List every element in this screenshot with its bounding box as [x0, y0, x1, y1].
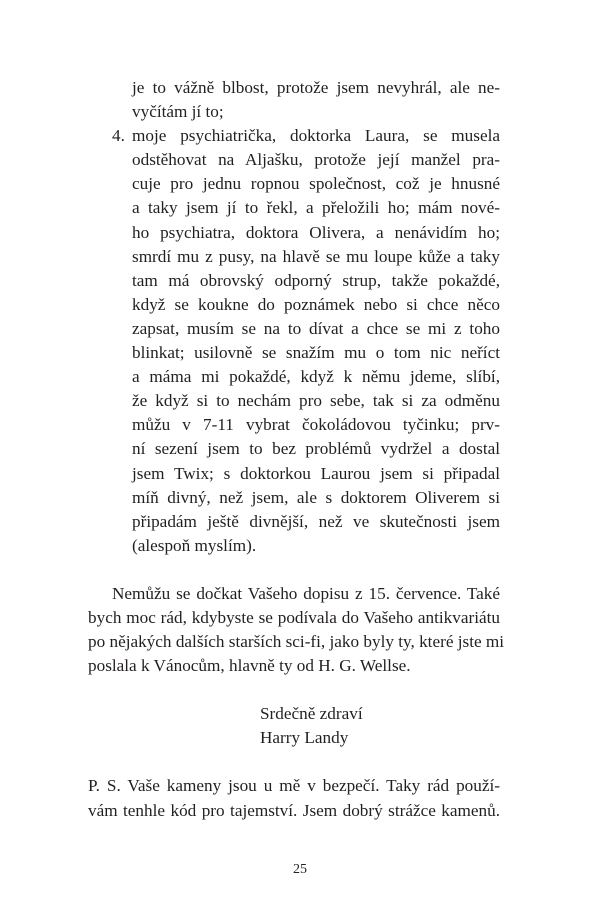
text-line: blinkat; usilovně se snažím mu o tom nic neříct: [132, 343, 500, 363]
text-line: odstěhovat na Aljašku, protože její manžel pra-: [132, 150, 500, 170]
text-line: a taky jsem jí to řekl, a přeložili ho; mám nové-: [132, 198, 500, 218]
text-line: když se koukne do poznámek nebo si chce něco: [132, 294, 500, 314]
text-line: cuje pro jednu ropnou společnost, což je hnusné: [132, 174, 500, 194]
book-page: [88, 76, 505, 823]
text-line: bych moc rád, kdybyste se podívala do Vašeho antikvariátu: [88, 607, 500, 627]
text-line: míň divný, než jsem, ale s doktorem Oliverem si: [132, 487, 500, 507]
text-line: moje psychiatrička, doktorka Laura, se musela: [132, 126, 500, 146]
text-line: poslala k Vánocům, hlavně ty od H. G. Wellse.: [88, 656, 411, 676]
text-line: ho psychiatra, doktora Olivera, a nenávidím ho;: [132, 222, 500, 242]
text-line: že když si to nechám pro sebe, tak si za odměnu: [132, 391, 500, 411]
list-number: 4.: [112, 126, 125, 146]
text-line: zapsat, musím se na to dívat a chce se mi z toho: [132, 318, 500, 338]
text-line: vyčítám jí to;: [132, 102, 224, 122]
signature-name: Harry Landy: [260, 728, 349, 748]
text-line: P. S. Vaše kameny jsou u mě v bezpečí. Taky rád použí-: [88, 776, 500, 796]
text-line: ní sezení jsem to bez problémů vydržel a dostal: [132, 439, 500, 459]
list-item-continuation: [88, 76, 500, 124]
text-line: vám tenhle kód pro tajemství. Jsem dobrý strážce kamenů.: [88, 800, 500, 820]
text-line: připadám ještě divnější, než ve skutečnosti jsem: [132, 511, 500, 531]
text-line: a máma mi pokaždé, když k němu jdeme, slíbí,: [132, 367, 500, 387]
text-line: Nemůžu se dočkat Vašeho dopisu z 15. července. Také: [112, 583, 500, 603]
body-paragraph: [88, 582, 505, 678]
closing-salutation: Srdečně zdraví: [260, 704, 363, 724]
text-line: můžu v 7-11 vybrat čokoládovou tyčinku; prv-: [132, 415, 500, 435]
page-number: 25: [293, 862, 307, 877]
signature-block: [88, 702, 500, 750]
text-line: (alespoň myslím).: [132, 535, 257, 555]
text-line: je to vážně blbost, protože jsem nevyhrál, ale ne-: [132, 78, 500, 97]
postscript: [88, 774, 500, 822]
text-line: tam má obrovský odporný strup, takže pokaždé,: [132, 270, 500, 290]
list-item-4: [88, 124, 500, 558]
text-line: po nějakých dalších starších sci-fi, jako byly ty, které jste mi: [88, 632, 505, 652]
text-line: smrdí mu z pusy, na hlavě se mu loupe kůže a taky: [132, 246, 500, 266]
text-line: jsem Twix; s doktorkou Laurou jsem si připadal: [132, 463, 500, 483]
